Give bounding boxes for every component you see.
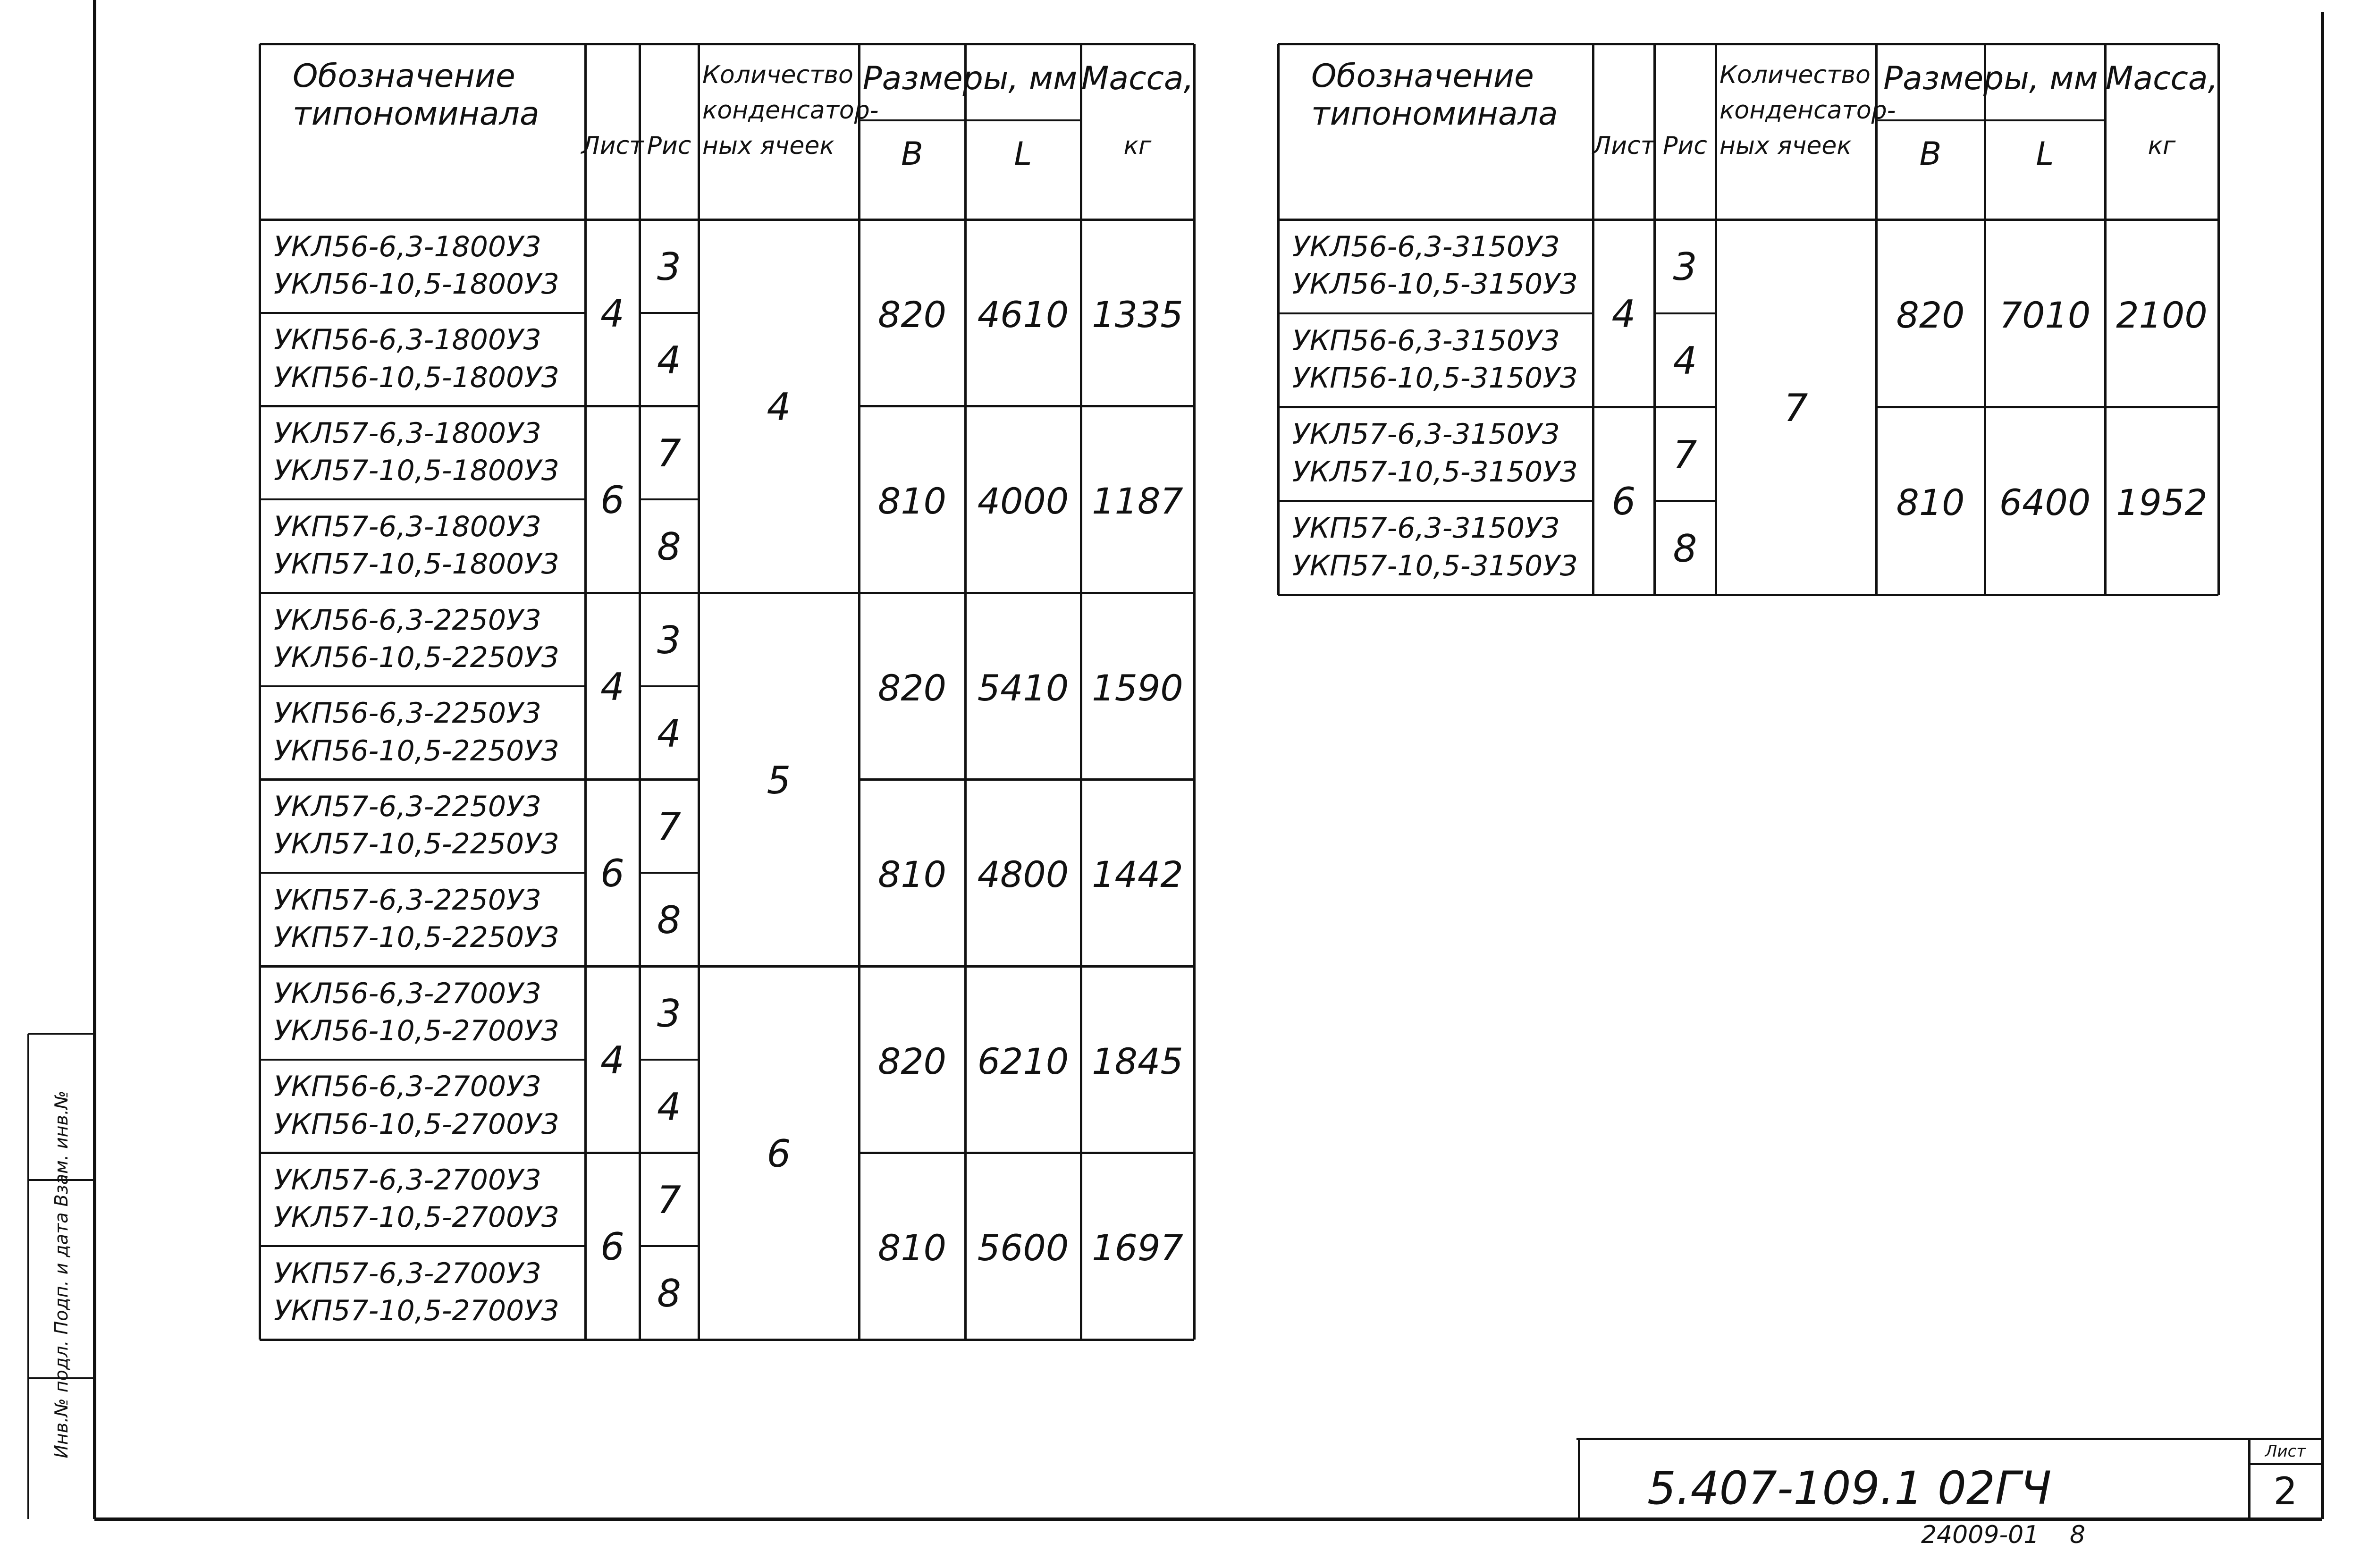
table_left-name-row-line (260, 312, 585, 314)
frame-left-line (93, 0, 96, 1519)
table_left-dim-split-line (964, 120, 967, 1340)
designation-cell: УКП56-6,3-2700У3 (274, 1070, 541, 1104)
table_right-column-line-7 (2217, 44, 2220, 595)
designation-cell: УКП57-10,5-3150У3 (1292, 549, 1578, 582)
table_right-column-line-0 (1277, 44, 1280, 595)
mass-value: 1590 (1092, 666, 1183, 709)
table_right-dim-split-line (1984, 120, 1986, 595)
header-designation: Обозначение (1311, 58, 1534, 95)
designation-cell: УКП56-6,3-3150У3 (1292, 324, 1560, 357)
designation-cell: УКЛ56-10,5-2700У3 (274, 1014, 559, 1047)
sheet-number: 6 (600, 1225, 624, 1269)
table_left-fig-row-line (640, 312, 699, 314)
designation-cell: УКП56-6,3-1800У3 (274, 323, 541, 357)
title-block-top-line (1576, 1438, 2322, 1440)
header-dimensions: Размеры, мм (1883, 60, 2098, 97)
header-dim-b: В (1919, 135, 1942, 173)
table_left-column-line-7 (1193, 44, 1196, 1340)
fig-number: 7 (657, 1178, 681, 1222)
table_left-group-line (260, 965, 699, 968)
table_right-top-line (1278, 43, 2218, 45)
table_left-row-line (859, 965, 1194, 968)
header-designation: Обозначение (293, 58, 515, 95)
sheet-label: Лист (2265, 1442, 2306, 1461)
table_left-bottom-line (260, 1339, 1194, 1341)
designation-cell: УКП57-10,5-2700У3 (274, 1294, 559, 1328)
designation-cell: УКП57-6,3-1800У3 (274, 510, 541, 543)
table_left-column-line-2 (639, 44, 641, 1340)
dim-b-value: 820 (877, 666, 947, 709)
table_right-column-line-1 (1592, 44, 1594, 595)
mass-value: 1697 (1092, 1227, 1183, 1269)
table_right-fig-row-line (1654, 500, 1716, 502)
title-block-sheet-split (2249, 1463, 2322, 1465)
table_left-row-line (859, 405, 1194, 407)
designation-cell: УКЛ57-10,5-1800У3 (274, 454, 559, 488)
fig-number: 4 (657, 1085, 681, 1129)
title-block-sheet-line (2248, 1439, 2250, 1519)
designation-cell: УКЛ56-6,3-1800У3 (274, 230, 541, 263)
designation-cell: УКП57-10,5-1800У3 (274, 548, 559, 581)
dim-b-value: 820 (1896, 294, 1965, 336)
table_right-bottom-line (1278, 594, 2218, 596)
dim-b-value: 810 (877, 853, 947, 896)
table_right-header-line (1278, 219, 2218, 221)
frame-right-line (2321, 12, 2324, 1519)
designation-cell: УКП56-10,5-3150У3 (1292, 362, 1578, 395)
header-dimensions: Размеры, мм (862, 60, 1078, 97)
stamp-column-line (27, 1034, 29, 1519)
table_left-row-line (859, 592, 1194, 594)
fig-number: 7 (657, 431, 681, 476)
table_left-subgroup-line (260, 405, 699, 407)
dim-l-value: 6400 (1999, 481, 2091, 524)
sheet-number: 6 (600, 478, 624, 523)
table_left-subgroup-line (260, 778, 699, 781)
side-stamp-text: Инв.№ подл. Подп. и дата Взам. инв.№ (51, 1090, 72, 1458)
designation-cell: УКП56-10,5-2700У3 (274, 1107, 559, 1141)
stamp-row-line (28, 1033, 94, 1035)
table_right-name-row-line (1278, 312, 1593, 314)
designation-cell: УКП56-6,3-2250У3 (274, 697, 541, 730)
table_right-column-line-4 (1875, 44, 1878, 595)
dim-l-value: 4800 (977, 853, 1069, 896)
designation-cell: УКЛ56-10,5-1800У3 (274, 267, 559, 301)
table_right-subgroup-line (1278, 406, 1716, 408)
document-code: 5.407-109.1 02ГЧ (1647, 1462, 2052, 1515)
designation-cell: УКП57-6,3-3150У3 (1292, 512, 1560, 545)
sheet-number-value: 2 (2273, 1469, 2298, 1513)
mass-value: 2100 (2116, 294, 2208, 336)
sheet-number: 4 (600, 291, 624, 336)
dim-l-value: 5600 (977, 1227, 1069, 1269)
fig-number: 4 (657, 711, 681, 756)
table_left-column-line-1 (584, 44, 587, 1340)
cells-count-value: 4 (767, 385, 791, 429)
designation-cell: УКП57-10,5-2250У3 (274, 921, 559, 954)
header-fig: Рис (647, 132, 691, 160)
fig-number: 3 (657, 244, 681, 289)
designation-cell: УКП57-6,3-2250У3 (274, 883, 541, 917)
table_right-column-line-2 (1653, 44, 1656, 595)
sheet-number: 4 (600, 665, 624, 709)
header-mass: Масса, (2105, 60, 2218, 97)
designation-cell: УКЛ56-6,3-2250У3 (274, 603, 541, 637)
table_left-subheader-line (859, 119, 1081, 121)
fig-number: 7 (657, 805, 681, 849)
table_left-column-line-0 (259, 44, 261, 1340)
dim-b-value: 810 (877, 480, 947, 523)
table_right-row-line (1876, 406, 2218, 408)
fig-number: 8 (657, 1272, 681, 1316)
table_left-name-row-line (260, 872, 585, 874)
designation-cell: УКЛ57-10,5-2700У3 (274, 1201, 559, 1234)
dim-b-value: 820 (877, 1040, 947, 1082)
cells-count-value: 6 (767, 1131, 791, 1176)
header-cells-count-2: конденсатор- (702, 96, 879, 125)
fig-number: 3 (1673, 245, 1697, 289)
table_left-fig-row-line (640, 1245, 699, 1247)
table_left-header-line (260, 219, 1194, 221)
table_left-name-row-line (260, 685, 585, 687)
table_left-row-line (859, 778, 1194, 781)
frame-bottom-line (94, 1517, 2322, 1521)
header-cells-count-3: ных ячеек (1719, 132, 1852, 160)
sheet-number: 6 (1611, 480, 1636, 524)
table_left-name-row-line (260, 1059, 585, 1061)
header-cells-count-2: конденсатор- (1719, 96, 1896, 125)
fig-number: 4 (657, 338, 681, 382)
designation-cell: УКЛ57-6,3-1800У3 (274, 417, 541, 450)
cells-count-value: 5 (767, 758, 791, 802)
table_right-subheader-line (1876, 119, 2105, 121)
header-mass: Масса, (1081, 60, 1194, 97)
table_left-name-row-line (260, 1245, 585, 1247)
table_left-subgroup-line (260, 1152, 699, 1154)
dim-l-value: 4610 (977, 293, 1069, 336)
table_right-column-line-3 (1715, 44, 1717, 595)
table_left-fig-row-line (640, 1059, 699, 1061)
fig-number: 8 (657, 525, 681, 569)
sub-code: 24009-01 (1921, 1521, 2040, 1549)
table_right-column-line-6 (2104, 44, 2107, 595)
designation-cell: УКЛ57-10,5-2250У3 (274, 827, 559, 861)
mass-value: 1335 (1092, 293, 1183, 336)
dim-b-value: 810 (1896, 481, 1965, 524)
dim-b-value: 820 (877, 293, 947, 336)
designation-cell: УКЛ56-10,5-2250У3 (274, 641, 559, 674)
header-sheet: Лист (581, 132, 644, 160)
table_right-name-row-line (1278, 500, 1593, 502)
fig-number: 8 (1673, 526, 1697, 571)
table_left-column-line-3 (698, 44, 700, 1340)
header-designation-2: типономинала (293, 95, 539, 133)
header-fig: Рис (1663, 132, 1707, 160)
mass-value: 1187 (1092, 480, 1183, 523)
header-cells-count-3: ных ячеек (702, 132, 834, 160)
table_left-row-line (859, 1152, 1194, 1154)
table_left-fig-row-line (640, 872, 699, 874)
table_left-column-line-4 (858, 44, 860, 1340)
table_left-column-line-6 (1080, 44, 1082, 1340)
designation-cell: УКП56-10,5-1800У3 (274, 361, 559, 394)
header-mass-unit: кг (1123, 132, 1152, 160)
sheet-number: 6 (600, 851, 624, 896)
table_left-name-row-line (260, 498, 585, 500)
designation-cell: УКЛ57-10,5-3150У3 (1292, 455, 1578, 489)
header-cells-count: Количество (1719, 61, 1871, 89)
designation-cell: УКЛ56-6,3-2700У3 (274, 977, 541, 1010)
fig-number: 4 (1673, 339, 1697, 383)
designation-cell: УКП56-10,5-2250У3 (274, 734, 559, 767)
header-designation-2: типономинала (1311, 95, 1558, 133)
table_left-group-line (699, 965, 859, 968)
header-dim-l: L (1014, 135, 1032, 173)
dim-b-value: 810 (877, 1227, 947, 1269)
dim-l-value: 7010 (1999, 294, 2091, 336)
table_left-fig-row-line (640, 685, 699, 687)
designation-cell: УКЛ57-6,3-3150У3 (1292, 418, 1560, 451)
sheet-number: 4 (1611, 292, 1636, 336)
fig-number: 3 (657, 618, 681, 662)
header-mass-unit: кг (2148, 132, 2176, 160)
header-dim-b: В (901, 135, 923, 173)
table_left-group-line (260, 592, 699, 594)
table_left-group-line (699, 592, 859, 594)
designation-cell: УКЛ57-6,3-2700У3 (274, 1163, 541, 1197)
sheet-number: 4 (600, 1038, 624, 1082)
dim-l-value: 5410 (977, 666, 1069, 709)
mass-value: 1442 (1092, 853, 1183, 896)
fig-number: 7 (1673, 432, 1697, 477)
sub-number: 8 (2070, 1521, 2086, 1549)
header-cells-count: Количество (702, 61, 853, 89)
dim-l-value: 6210 (977, 1040, 1069, 1082)
dim-l-value: 4000 (977, 480, 1069, 523)
table_right-fig-row-line (1654, 312, 1716, 314)
designation-cell: УКЛ57-6,3-2250У3 (274, 790, 541, 824)
fig-number: 8 (657, 898, 681, 943)
header-dim-l: L (2036, 135, 2054, 173)
header-sheet: Лист (1593, 132, 1655, 160)
mass-value: 1952 (2116, 481, 2208, 524)
fig-number: 3 (657, 991, 681, 1036)
designation-cell: УКП57-6,3-2700У3 (274, 1256, 541, 1290)
mass-value: 1845 (1092, 1040, 1183, 1082)
designation-cell: УКЛ56-10,5-3150У3 (1292, 268, 1578, 301)
title-block-left-line (1578, 1439, 1580, 1519)
table_left-fig-row-line (640, 498, 699, 500)
cells-count-value: 7 (1784, 386, 1808, 430)
designation-cell: УКЛ56-6,3-3150У3 (1292, 230, 1560, 263)
table_left-top-line (260, 43, 1194, 45)
